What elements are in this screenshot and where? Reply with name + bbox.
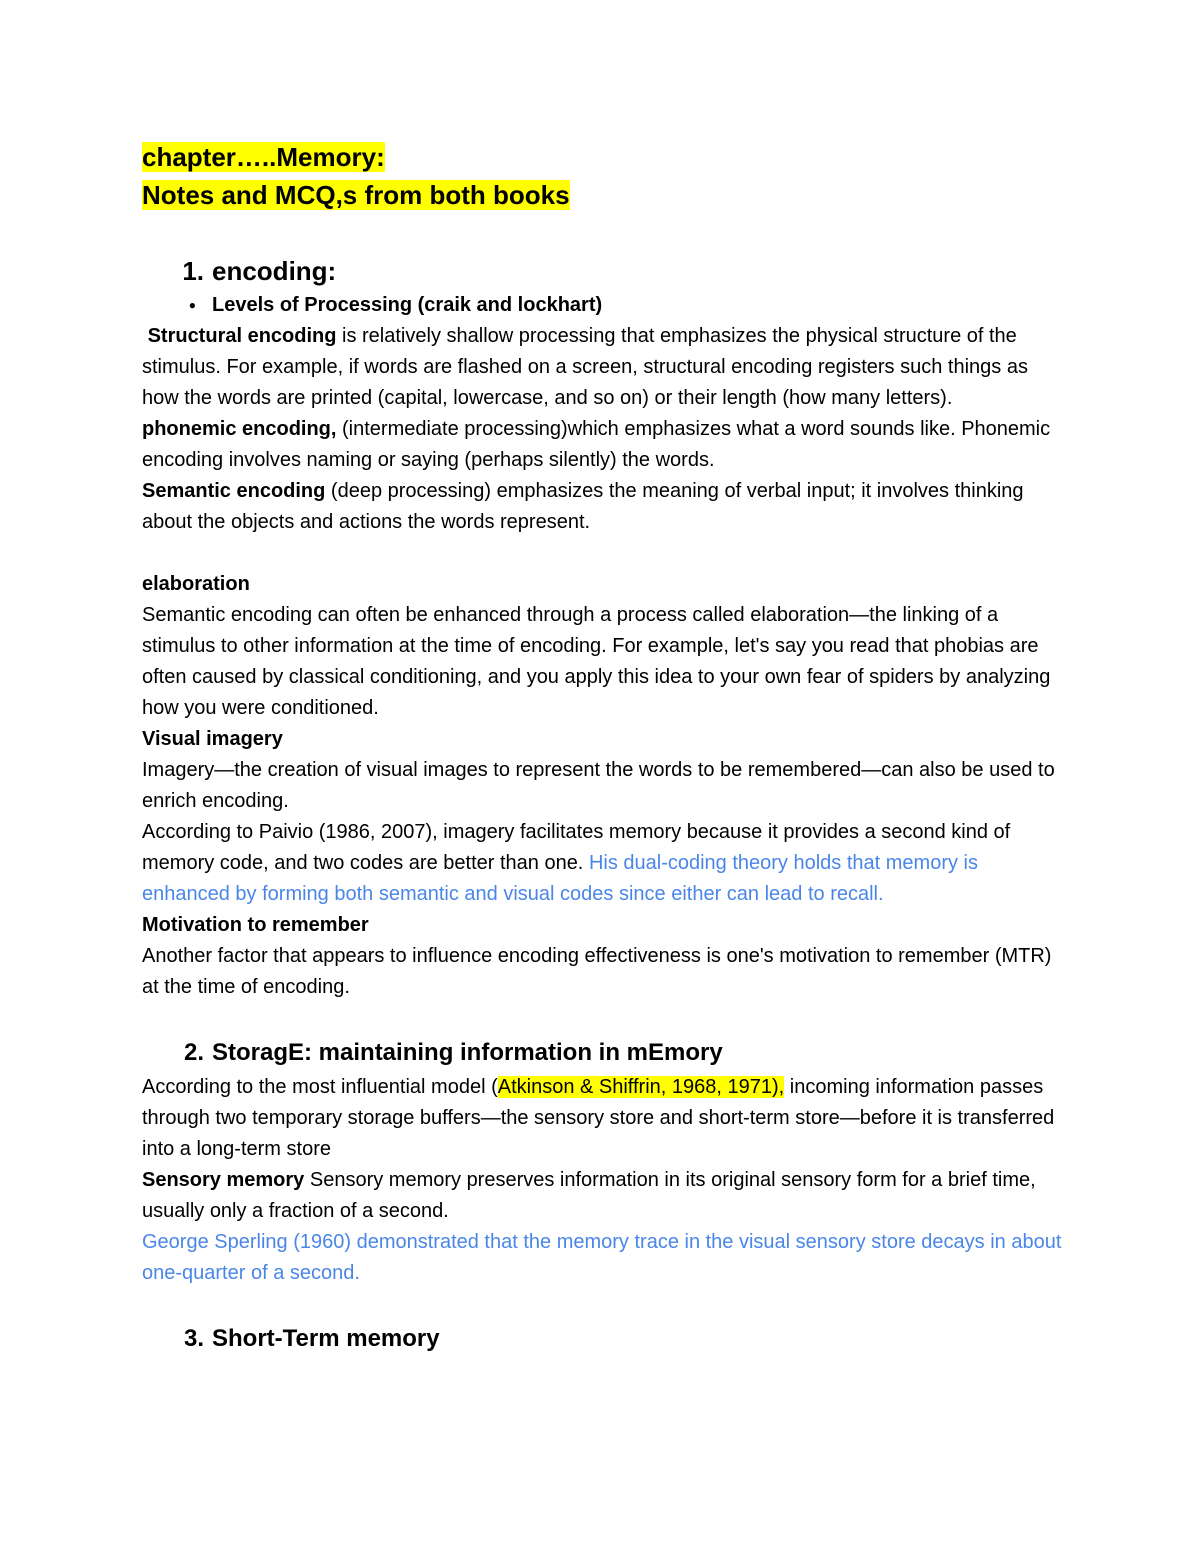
phonemic-text: (intermediate processing)which emphasizes what a word sounds like. Phonemic encoding involves naming or saying (perhaps silently) the words. [142, 418, 1051, 471]
section-1-number: 1. [182, 256, 204, 286]
visual-imagery-paragraph-1: Imagery—the creation of visual images to represent the words to be remembered—can also be used to enrich encoding. [142, 759, 1055, 812]
section-3-number: 3. [183, 1325, 204, 1352]
sensory-memory-text: Sensory memory preserves information in its original sensory form for a brief time, usually only a fraction of a second. [142, 1169, 1036, 1222]
atkinson-shiffrin-highlight: Atkinson & Shiffrin, 1968, 1971), [497, 1076, 785, 1098]
sensory-memory-term: Sensory memory [142, 1169, 305, 1191]
section-3-title: Short-Term memory [212, 1325, 440, 1352]
storage-intro-paragraph [142, 1072, 1067, 1165]
title-highlight-2: Notes and MCQ,s from both books [142, 180, 570, 210]
section-2-title: StoragE: maintaining information in mEmory [212, 1039, 723, 1066]
visual-imagery-paragraph-2 [142, 817, 1067, 910]
phonemic-paragraph [142, 414, 1067, 476]
motivation-paragraph: Another factor that appears to influence encoding effectiveness is one's motivation to remember (MTR) at the time of encoding. [142, 945, 1052, 998]
section-3-heading [142, 1320, 1067, 1358]
bullet-text: Levels of Processing (craik and lockhart) [212, 294, 603, 316]
structural-text: is relatively shallow processing that emphasizes the physical structure of the stimulus. For example, if words are flashed on a screen, structural encoding registers such things as how the words are printed (capital, lowercase, and so on) or their length (how many letters). [142, 325, 1028, 409]
structural-paragraph [142, 321, 1067, 414]
semantic-term: Semantic encoding [142, 480, 326, 502]
phonemic-term: phonemic encoding, [142, 418, 337, 440]
sensory-memory-paragraph [142, 1165, 1067, 1227]
section-2-heading [142, 1034, 1067, 1072]
title-highlight-1: chapter…..Memory: [142, 142, 385, 172]
section-2-number: 2. [183, 1039, 204, 1066]
document-page [142, 138, 1067, 1358]
storage-intro-pre: According to the most influential model ( [142, 1076, 498, 1098]
elaboration-heading: elaboration [142, 573, 250, 595]
semantic-text: (deep processing) emphasizes the meaning of verbal input; it involves thinking about the objects and actions the words represent. [142, 480, 1024, 533]
storage-intro-post: incoming information passes through two temporary storage buffers—the sensory store and short-term store—before it is transferred into a long-term store [142, 1076, 1055, 1160]
section-1-title: encoding: [212, 256, 337, 286]
sperling-paragraph: George Sperling (1960) demonstrated that the memory trace in the visual sensory store decays in about one-quarter of a second. [142, 1231, 1062, 1284]
doc-title-line-1 [142, 138, 1067, 176]
visual-imagery-heading: Visual imagery [142, 728, 283, 750]
dual-coding-text: His dual-coding theory holds that memory is enhanced by forming both semantic and visual codes since either can lead to recall. [142, 852, 978, 905]
bullet-item [142, 290, 1067, 321]
section-1-heading [142, 252, 1067, 290]
elaboration-paragraph: Semantic encoding can often be enhanced through a process called elaboration—the linking of a stimulus to other information at the time of encoding. For example, let's say you read that phobias are often caused by classical conditioning, and you apply this idea to your own fear of spiders by analyzing how you were conditioned. [142, 604, 1051, 719]
paivio-text: According to Paivio (1986, 2007), imagery facilitates memory because it provides a second kind of memory code, and two codes are better than one. [142, 821, 1011, 874]
semantic-paragraph [142, 476, 1067, 538]
doc-title-line-2 [142, 176, 1067, 214]
structural-term: Structural encoding [147, 325, 337, 347]
motivation-heading: Motivation to remember [142, 914, 369, 936]
bullet-dot-icon: ● [188, 298, 196, 312]
